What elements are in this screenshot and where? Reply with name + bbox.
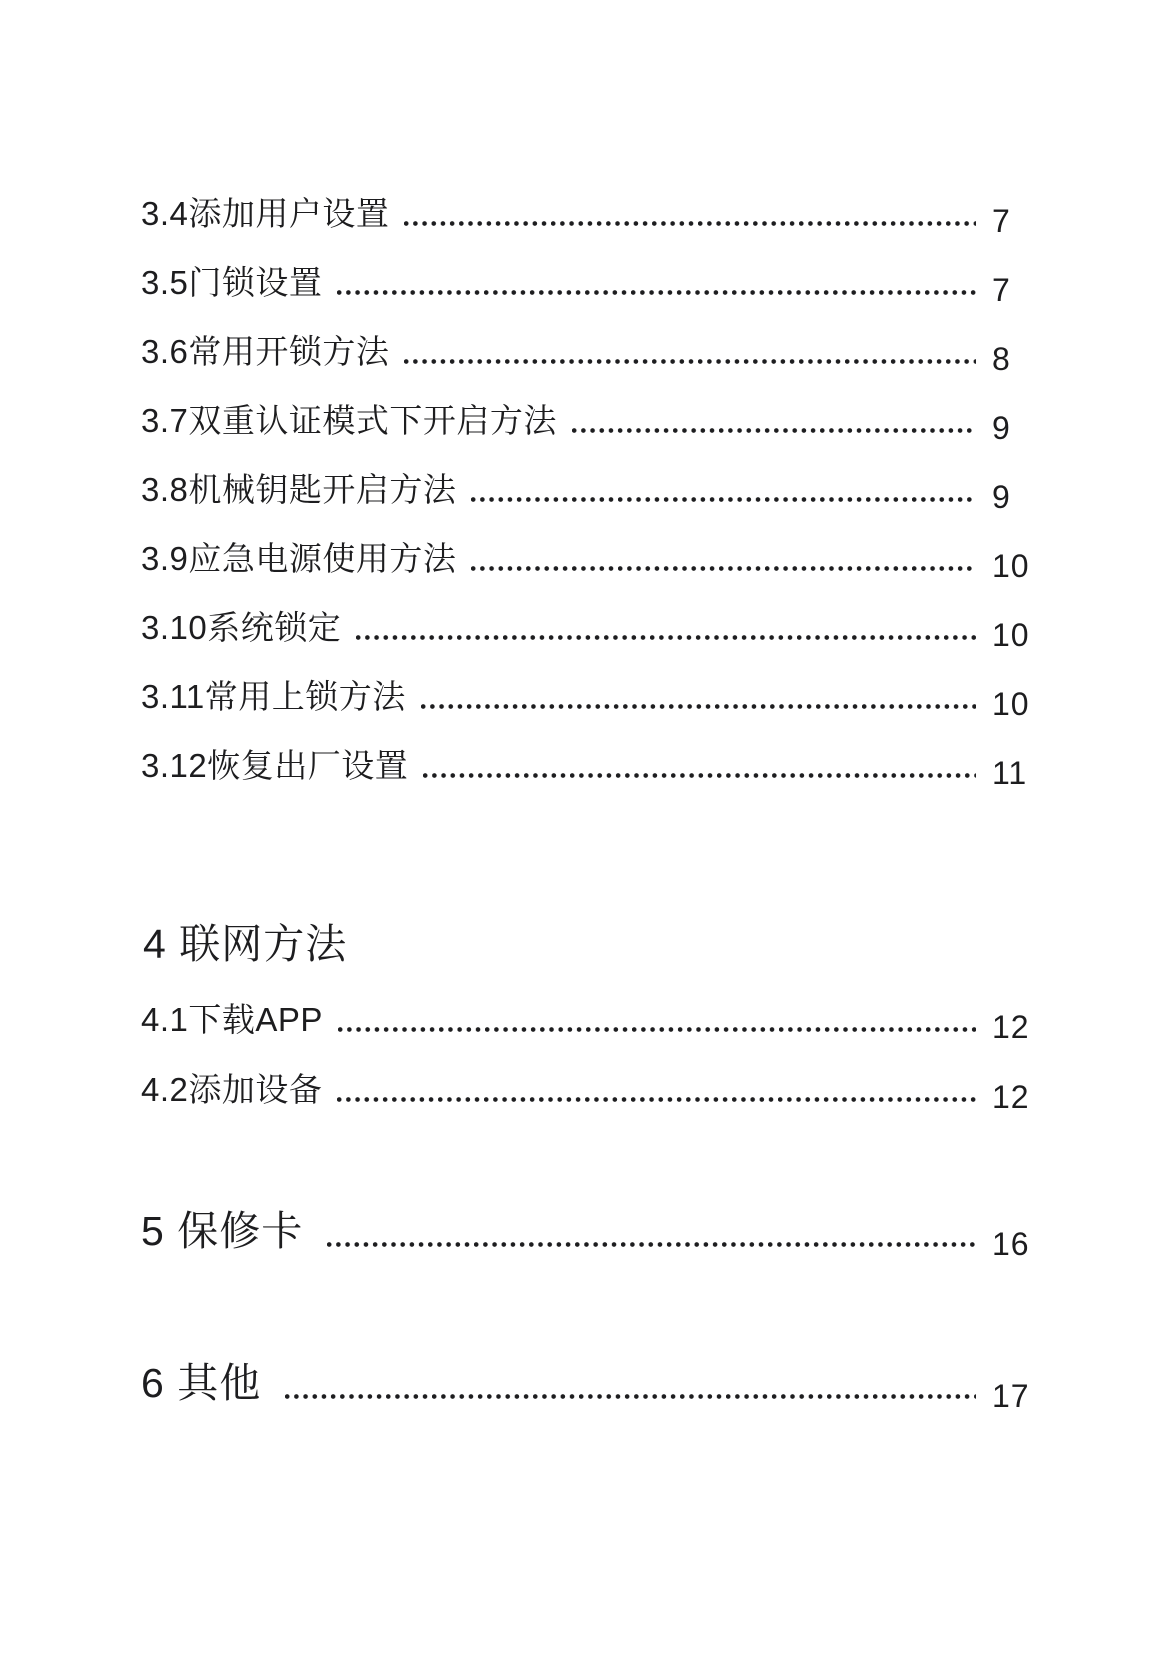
toc-entry[interactable] (141, 747, 1037, 792)
dot-leader (285, 1394, 976, 1399)
dot-leader (338, 1027, 976, 1032)
toc-entry[interactable] (141, 609, 1037, 654)
toc-entry[interactable] (141, 333, 1037, 378)
dot-leader (471, 566, 976, 571)
dot-leader (356, 635, 976, 640)
toc-entry-section-5[interactable] (141, 1208, 1037, 1262)
dot-leader (337, 290, 976, 295)
toc-entry-label: 3.12恢复出厂设置 (141, 747, 409, 784)
toc-entry-label: 3.11常用上锁方法 (141, 678, 406, 715)
toc-entry-label: 4.1下载APP (141, 1001, 323, 1038)
toc-page-number: 9 (992, 410, 1011, 447)
toc-entry-label: 3.8机械钥匙开启方法 (141, 471, 457, 508)
toc-page-number: 9 (992, 479, 1011, 516)
toc-entry[interactable] (141, 540, 1037, 585)
dot-leader (572, 428, 976, 433)
toc-entry-section-6[interactable] (141, 1360, 1037, 1414)
toc-entry[interactable] (141, 678, 1037, 723)
dot-leader (337, 1097, 976, 1102)
toc-page-number: 12 (992, 1079, 1030, 1116)
section-heading-6: 6 其他 (141, 1360, 262, 1406)
section-heading-5: 5 保修卡 (141, 1208, 304, 1254)
toc-entry-label: 3.7双重认证模式下开启方法 (141, 402, 557, 439)
toc-page-number: 10 (992, 548, 1030, 585)
toc-entry[interactable] (141, 471, 1037, 516)
dot-leader (404, 221, 976, 226)
toc-page-number: 7 (992, 203, 1011, 240)
toc-page-number: 7 (992, 272, 1011, 309)
section-heading-4: 4 联网方法 (143, 921, 348, 967)
dot-leader (327, 1242, 976, 1247)
toc-entry-label: 3.9应急电源使用方法 (141, 540, 457, 577)
dot-leader (423, 773, 976, 778)
toc-entry[interactable] (141, 402, 1037, 447)
dot-leader (471, 497, 976, 502)
toc-page-number: 10 (992, 617, 1030, 654)
toc-page-number: 8 (992, 341, 1011, 378)
toc-entry-label: 3.10系统锁定 (141, 609, 342, 646)
toc-page-number: 10 (992, 686, 1030, 723)
toc-entry-label: 3.5门锁设置 (141, 264, 323, 301)
toc-entry-label: 4.2添加设备 (141, 1071, 323, 1108)
toc-entry-label: 3.6常用开锁方法 (141, 333, 390, 370)
toc-entry[interactable] (141, 1001, 1037, 1046)
dot-leader (421, 704, 976, 709)
toc-entry[interactable] (141, 264, 1037, 309)
toc-page-number: 11 (992, 755, 1028, 792)
toc-entry[interactable] (141, 1071, 1037, 1116)
toc-page-number: 12 (992, 1009, 1030, 1046)
toc-page-number: 17 (992, 1377, 1030, 1414)
dot-leader (404, 359, 976, 364)
toc-page-number: 16 (992, 1225, 1030, 1262)
toc-entry-label: 3.4添加用户设置 (141, 195, 390, 232)
toc-entry[interactable] (141, 195, 1037, 240)
